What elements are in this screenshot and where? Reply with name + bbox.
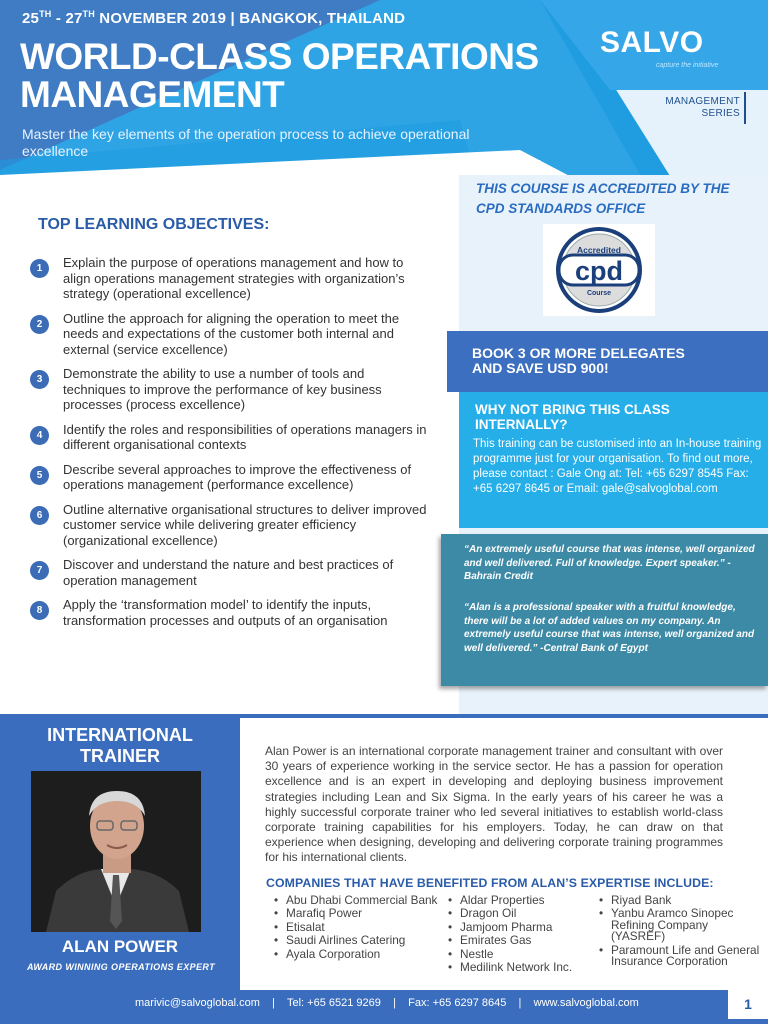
trainer-bio: Alan Power is an international corporate management trainer and consultant with over 30 years of experience working in the service sector. He has a passion for operation excellence and is an expert in developing and deploying business improvement strategies including Lean and Six Sigma. In the early years of his career he was a highly successful corporate trainer who led several initiatives to establish world-class corporate training capabilities for his employers. Today, he can draw on that experience when designing, developing and delivering corporate training programmes for his international clients. <box>265 744 723 865</box>
objective-text: Discover and understand the nature and best practices of operation management <box>63 557 394 588</box>
number-badge: 6 <box>30 506 49 525</box>
number-badge: 8 <box>30 601 49 620</box>
cpd-badge-top-text: Accredited <box>577 245 621 255</box>
testimonial-1: “An extremely useful course that was intense, well organized and well delivered. Full of knowledge. Expert speaker.” -Bahrain Credit <box>464 544 755 582</box>
number-badge: 1 <box>30 259 49 278</box>
number-badge: 2 <box>30 315 49 334</box>
objectives-heading: TOP LEARNING OBJECTIVES: <box>38 216 270 233</box>
objective-item <box>30 366 430 413</box>
logo-tagline: capture the initiative <box>656 62 719 69</box>
companies-list-col-3 <box>597 895 762 970</box>
series-label <box>665 96 740 120</box>
trainer-photo <box>31 771 201 932</box>
inhouse-body: This training can be customised into an In-house training programme just for your organisation. To find out more, please contact : Gale Ong at: Tel: +65 6297 8545 Fax: +65 6297 8645 or Email: gale@salvoglobal.com <box>473 438 762 495</box>
objective-text: Apply the ‘transformation model’ to identify the inputs, transformation processes and outputs of an organisation <box>63 597 388 628</box>
trainer-heading-line-2: TRAINER <box>80 746 160 766</box>
logo-text: SALVO <box>600 26 704 59</box>
objective-item <box>30 597 430 628</box>
objective-item <box>30 255 430 302</box>
cpd-badge-bottom-text: Course <box>586 290 612 297</box>
number-badge: 4 <box>30 426 49 445</box>
objective-item <box>30 502 430 549</box>
objective-text: Outline alternative organisational structures to deliver improved customer service while delivering greater efficiency (organizational excellence) <box>63 501 427 548</box>
companies-list-col-2 <box>446 895 596 975</box>
objective-text: Demonstrate the ability to use a number of tools and techniques to improve the performance of key business processes (process excellence) <box>63 366 382 412</box>
trainer-role: AWARD WINNING OPERATIONS EXPERT <box>26 962 216 972</box>
page-subtitle: Master the key elements of the operation process to achieve operational excellence <box>22 126 470 159</box>
company-item: • Etisalat <box>272 922 442 934</box>
booking-offer <box>472 346 685 376</box>
trainer-heading-line-1: INTERNATIONAL <box>47 725 193 745</box>
company-item: • Ayala Corporation <box>272 949 442 961</box>
cpd-badge-graphic <box>543 224 655 316</box>
page-number: 1 <box>728 990 768 1019</box>
title-line-1: WORLD-CLASS OPERATIONS <box>20 36 539 77</box>
company-item: • Marafiq Power <box>272 908 442 920</box>
objective-text: Identify the roles and responsibilities of operations managers in different organisational contexts <box>63 421 427 452</box>
objective-item <box>30 422 430 453</box>
objective-text: Explain the purpose of operations management and how to align operations management strategies with organization’s strategy (operational excellence) <box>63 255 405 301</box>
objective-item <box>30 557 430 588</box>
booking-line-1: BOOK 3 OR MORE DELEGATES <box>472 345 685 361</box>
number-badge: 3 <box>30 370 49 389</box>
cpd-badge-main-text: cpd <box>574 256 624 286</box>
series-divider <box>744 92 746 124</box>
trainer-name: ALAN POWER <box>61 937 179 956</box>
company-item: • Yanbu Aramco Sinopec Refining Company (YASREF) <box>597 908 762 943</box>
objective-item <box>30 462 430 493</box>
footer-contact: marivic@salvoglobal.com | Tel: +65 6521 9269 | Fax: +65 6297 8645 | www.salvoglobal.com <box>135 997 639 1009</box>
company-item: • Riyad Bank <box>597 895 762 907</box>
trainer-portrait <box>31 771 201 932</box>
companies-heading: COMPANIES THAT HAVE BENEFITED FROM ALAN’S EXPERTISE INCLUDE: <box>266 876 714 890</box>
objective-item <box>30 311 430 358</box>
company-item: • Jamjoom Pharma <box>446 922 596 934</box>
title-line-2: MANAGEMENT <box>20 74 285 115</box>
company-item: • Nestle <box>446 949 596 961</box>
testimonial-2: “Alan is a professional speaker with a fruitful knowledge, there will be a lot of added values on my company. An extremely useful course that was intense, well organized and well delivered.” -Central Bank of Egypt <box>464 602 755 654</box>
series-line-1: MANAGEMENT <box>665 96 740 107</box>
page-title <box>20 38 580 114</box>
trainer-heading <box>20 725 220 767</box>
company-item: • Abu Dhabi Commercial Bank <box>272 895 442 907</box>
series-line-2: SERIES <box>701 108 740 119</box>
objective-text: Outline the approach for aligning the operation to meet the needs and expectations of the customer both internal and external (service excellence) <box>63 310 400 357</box>
booking-line-2: AND SAVE USD 900! <box>472 360 609 376</box>
number-badge: 5 <box>30 466 49 485</box>
companies-list-col-1 <box>272 895 442 962</box>
company-item: • Saudi Airlines Catering <box>272 935 442 947</box>
company-item: • Medilink Network Inc. <box>446 962 596 974</box>
inhouse-heading: WHY NOT BRING THIS CLASS INTERNALLY? <box>475 402 670 432</box>
company-item: • Paramount Life and General Insurance Corporation <box>597 945 762 968</box>
company-item: • Aldar Properties <box>446 895 596 907</box>
accreditation-text: THIS COURSE IS ACCREDITED BY THE CPD STANDARDS OFFICE <box>476 181 730 216</box>
company-item: • Dragon Oil <box>446 908 596 920</box>
salvo-logo <box>600 26 704 60</box>
number-badge: 7 <box>30 561 49 580</box>
objectives-list <box>30 255 430 628</box>
objective-text: Describe several approaches to improve the effectiveness of operations management (performance excellence) <box>63 461 412 492</box>
cpd-badge <box>543 224 655 316</box>
company-item: • Emirates Gas <box>446 935 596 947</box>
event-dates-location: 25TH - 27TH NOVEMBER 2019 | BANGKOK, THAILAND <box>22 9 406 27</box>
